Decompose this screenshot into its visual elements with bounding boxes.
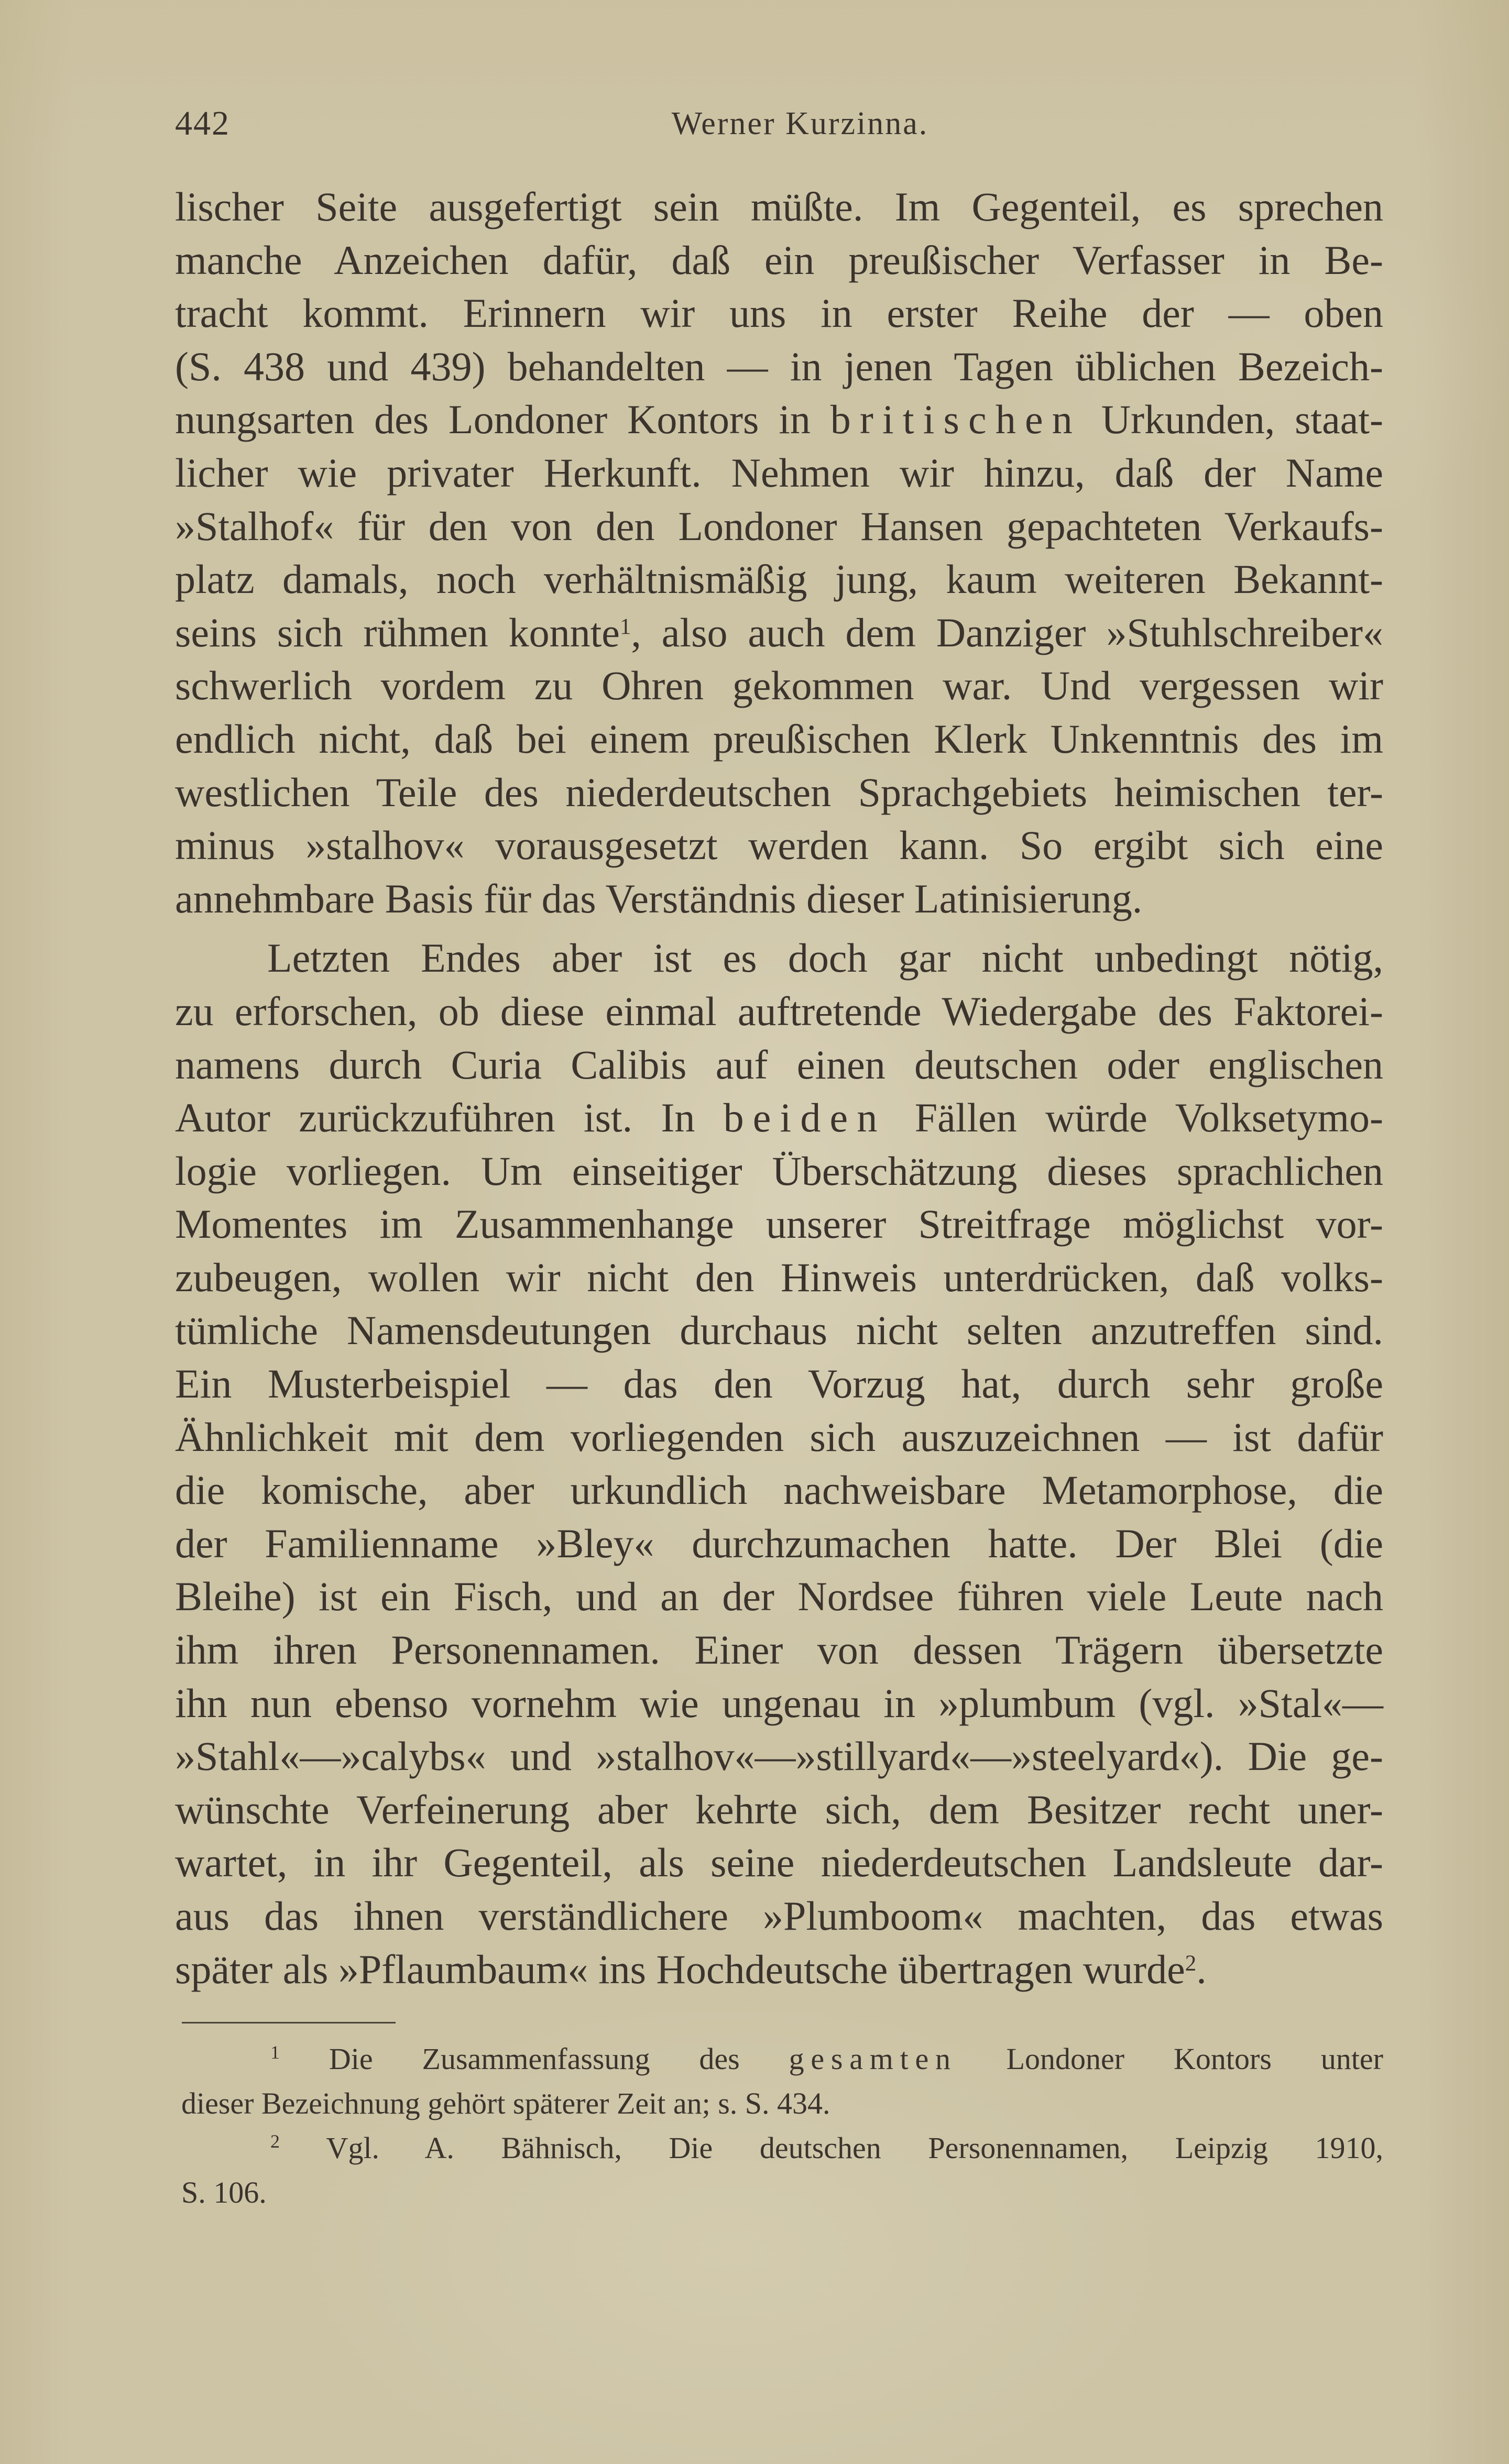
text-segment: Londoner Kontors unter (957, 2042, 1383, 2076)
text-line (175, 1145, 1383, 1198)
text-segment: , also auch dem Danziger »Stuhlschreiber« (631, 609, 1383, 655)
footnote-reference: 1 (270, 2042, 280, 2063)
text-line (175, 712, 1383, 766)
text-segment: Vgl. A. Bähnisch, Die deutschen Personennamen, Leipzig 1910, (279, 2131, 1383, 2165)
text-segment: dieser Bezeichnung gehört späterer Zeit an; s. S. 434. (181, 2086, 830, 2120)
text-segment: seins sich rühmen konnte (175, 609, 620, 655)
text-segment: der Familienname »Bley« durchzumachen hatte. Der Blei (die (175, 1520, 1383, 1566)
text-segment: Ähnlichkeit mit dem vorliegenden sich auszuzeichnen — ist dafür (175, 1414, 1383, 1460)
text-segment: namens durch Curia Calibis auf einen deutschen oder englischen (175, 1041, 1383, 1087)
page-number: 442 (175, 104, 230, 142)
footnote-reference: 2 (1185, 1951, 1197, 1976)
footnote-separator (182, 2022, 396, 2023)
text-segment: westlichen Teile des niederdeutschen Sprachgebiets heimischen ter- (175, 769, 1383, 815)
text-segment: endlich nicht, daß bei einem preußischen Klerk Unkenntnis des im (175, 716, 1383, 762)
text-line (175, 1677, 1383, 1730)
text-line (175, 659, 1383, 712)
text-line (175, 340, 1383, 393)
text-line (175, 1251, 1383, 1304)
text-line (175, 1623, 1383, 1677)
text-segment: aus das ihnen verständlichere »Plumboom« machten, das etwas (175, 1893, 1383, 1939)
text-line (175, 1091, 1383, 1145)
text-line (175, 393, 1383, 446)
text-segment: die komische, aber urkundlich nachweisbare Metamorphose, die (175, 1467, 1383, 1513)
text-line (175, 1517, 1383, 1570)
text-segment: . (1196, 1946, 1207, 1992)
text-segment: schwerlich vordem zu Ohren gekommen war. Und vergessen wir (175, 663, 1383, 709)
text-segment: nungsarten des Londoner Kontors in (175, 397, 830, 443)
text-line (175, 1889, 1383, 1943)
text-line (175, 1783, 1383, 1836)
text-line (175, 1304, 1383, 1357)
emphasized-spaced-text: beiden (723, 1095, 887, 1141)
text-line (175, 1836, 1383, 1889)
text-segment: logie vorliegen. Um einseitiger Überschätzung dieses sprachlichen (175, 1148, 1383, 1194)
footnote-line (181, 2037, 1383, 2081)
text-segment: ihn nun ebenso vornehm wie ungenau in »plumbum (vgl. »Stal«— (175, 1680, 1383, 1726)
text-segment: Fällen würde Volksetymo- (886, 1095, 1383, 1141)
text-line (175, 819, 1383, 872)
footnote-reference: 2 (270, 2131, 280, 2152)
text-segment: manche Anzeichen dafür, daß ein preußischer Verfasser in Be- (175, 237, 1383, 283)
text-line (175, 606, 1383, 659)
paragraph (175, 180, 1383, 925)
text-segment: licher wie privater Herkunft. Nehmen wir hinzu, daß der Name (175, 449, 1383, 496)
text-segment: Bleihe) ist ein Fisch, und an der Nordsee führen viele Leute nach (175, 1574, 1383, 1620)
text-segment: wünschte Verfeinerung aber kehrte sich, dem Besitzer recht uner- (175, 1786, 1383, 1832)
text-segment: später als »Pflaumbaum« ins Hochdeutsche übertragen wurde (175, 1946, 1185, 1992)
text-segment: »Stalhof« für den von den Londoner Hansen gepachteten Verkaufs- (175, 503, 1383, 549)
running-title: Werner Kurzinna. (671, 106, 929, 141)
footnote (181, 2126, 1383, 2215)
text-line (175, 1570, 1383, 1623)
footnote-line (181, 2170, 1383, 2215)
text-line (175, 1730, 1383, 1783)
emphasized-spaced-text: britischen (830, 397, 1081, 443)
text-segment: platz damals, noch verhältnismäßig jung, kaum weiteren Bekannt- (175, 556, 1383, 602)
footnotes (181, 2037, 1383, 2215)
text-segment: tümliche Namensdeutungen durchaus nicht selten anzutreffen sind. (175, 1307, 1383, 1354)
text-segment: Momentes im Zusammenhange unserer Streitfrage möglichst vor- (175, 1201, 1383, 1247)
text-segment: tracht kommt. Erinnern wir uns in erster Reihe der — oben (175, 290, 1383, 336)
text-line (175, 553, 1383, 606)
footnote-reference: 1 (619, 614, 631, 640)
text-line (175, 1411, 1383, 1464)
text-line (175, 1197, 1383, 1251)
text-segment: »Stahl«—»calybs« und »stalhov«—»stillyard«—»steelyard«). Die ge- (175, 1733, 1383, 1779)
text-segment: zu erforschen, ob diese einmal auftretende Wiedergabe des Faktorei- (175, 988, 1383, 1034)
text-segment: Ein Musterbeispiel — das den Vorzug hat, durch sehr große (175, 1361, 1383, 1407)
text-segment: (S. 438 und 439) behandelten — in jenen Tagen üblichen Bezeich- (175, 343, 1383, 389)
text-line (175, 1943, 1383, 1996)
paragraph (175, 931, 1383, 1996)
text-segment: lischer Seite ausgefertigt sein müßte. Im Gegenteil, es sprechen (175, 184, 1383, 229)
footnote-line (181, 2081, 1383, 2126)
text-line (175, 234, 1383, 287)
running-head (175, 103, 1383, 145)
text-line (175, 180, 1383, 234)
text-segment: wartet, in ihr Gegenteil, als seine niederdeutschen Landsleute dar- (175, 1840, 1383, 1886)
text-line (175, 500, 1383, 553)
text-line (175, 1357, 1383, 1411)
footnote-line (181, 2126, 1383, 2170)
text-segment: Die Zusammenfassung des (279, 2042, 789, 2076)
text-segment: ihm ihren Personennamen. Einer von dessen Trägern übersetzte (175, 1627, 1383, 1673)
emphasized-spaced-text: gesamten (789, 2042, 957, 2076)
text-segment: Letzten Endes aber ist es doch gar nicht unbedingt nötig, (267, 935, 1383, 981)
text-line (175, 446, 1383, 500)
footnote (181, 2037, 1383, 2126)
body-text (175, 180, 1383, 1996)
text-line (175, 1464, 1383, 1517)
text-segment: minus »stalhov« vorausgesetzt werden kann. So ergibt sich eine (175, 822, 1383, 868)
text-segment: S. 106. (181, 2175, 267, 2209)
text-segment: Urkunden, staat- (1081, 397, 1383, 443)
text-line (175, 766, 1383, 819)
text-segment: Autor zurückzuführen ist. In (175, 1095, 724, 1141)
text-line (175, 287, 1383, 340)
text-line (175, 872, 1383, 926)
text-segment: annehmbare Basis für das Verständnis dieser Latinisierung. (175, 875, 1143, 921)
text-line (175, 985, 1383, 1038)
text-line (175, 931, 1383, 985)
text-line (175, 1038, 1383, 1092)
text-segment: zubeugen, wollen wir nicht den Hinweis unterdrücken, daß volks- (175, 1254, 1383, 1300)
